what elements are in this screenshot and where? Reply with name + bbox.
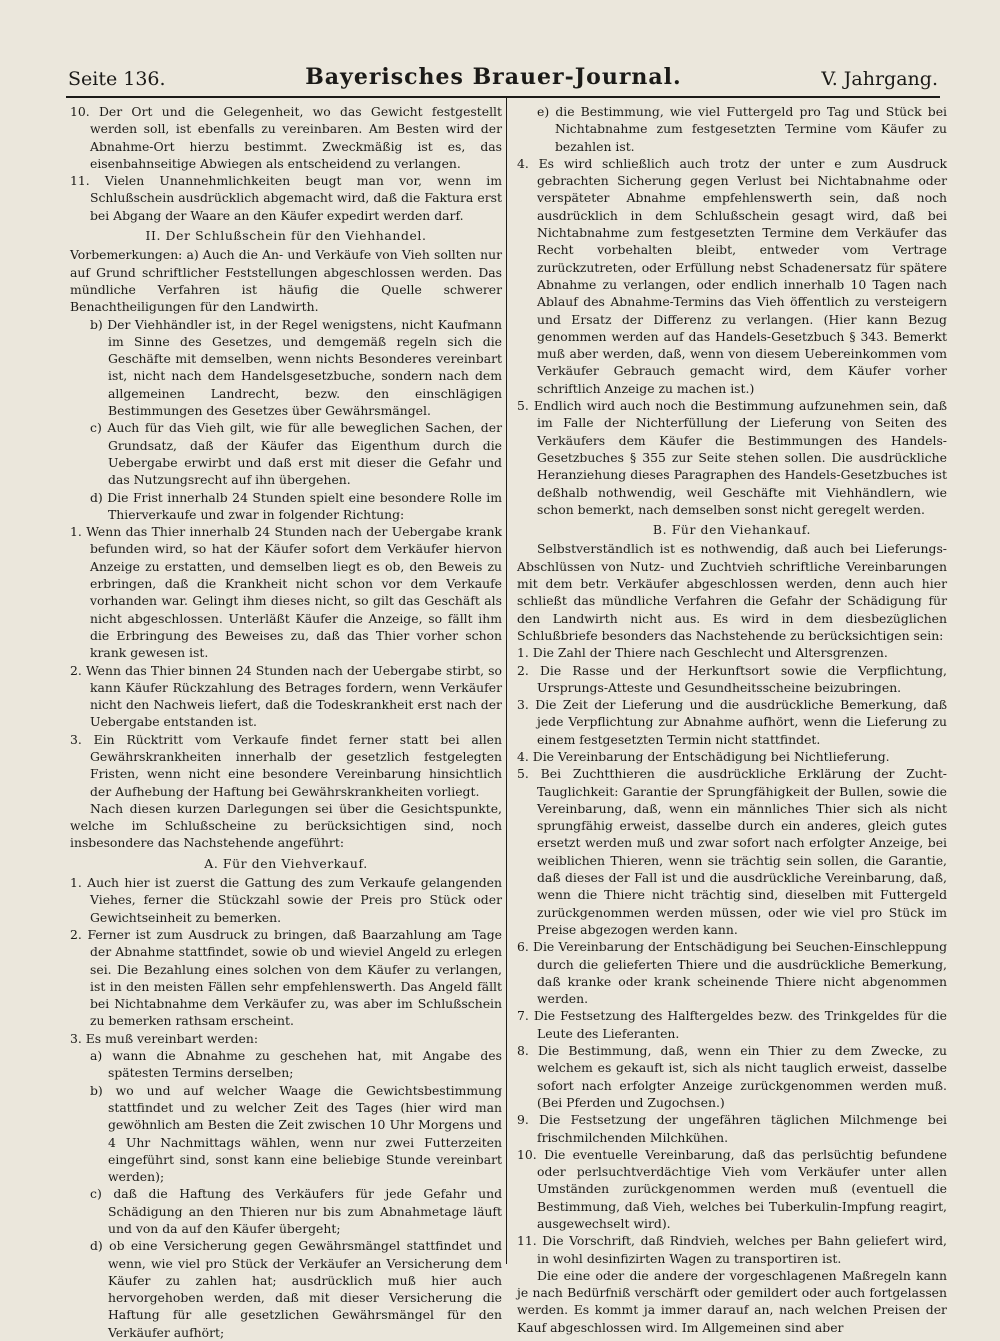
paragraph: b) wo und auf welcher Waage die Gewichtsbestimmung stattfindet und zu welcher Zeit des Tages (hier wird man gewöhnlich am Besten die Zeit zwischen 10 Uhr Morgens und 4 Uhr Nachmittags wählen, wenn nur zwei Futterzeiten eingeführt sind, sonst kann eine beliebige Stunde vereinbart werden); (90, 1082, 502, 1185)
page-header (68, 56, 938, 90)
paragraph: 10. Der Ort und die Gelegenheit, wo das Gewicht festgestellt werden soll, ist ebenfalls zu vereinbaren. Am Besten wird der Abnahme-Ort hierzu bestimmt. Zweckmäßig ist es, das eisenbahnseitige Abwiegen als entscheidend zu verlangen. (70, 104, 502, 171)
paragraph: 10. Die eventuelle Vereinbarung, daß das perlsüchtig befundene oder perlsuchtverdächtige Vieh vom Verkäufer unter allen Umständen zurückgenommen werden muß (eventuell die Bestimmung, daß Vieh, welches bei Tuberkulin-Impfung reagirt, ausgewechselt wird). (517, 1146, 947, 1231)
paragraph: 4. Es wird schließlich auch trotz der unter e zum Ausdruck gebrachten Sicherung gegen Verlust bei Nichtabnahme oder verspäteter Abnahme empfehlenswerth sein, daß noch ausdrücklich in dem Schlußschein gesagt wird, daß bei Nichtabnahme zum festgesetzten Termine dem Verkäufer das Recht vorbehalten bleibt, entweder vom Vertrage zurückzutreten, oder Erfüllung nebst Schadenersatz für spätere Abnahme zu verlangen, oder endlich innerhalb 10 Tagen nach Ablauf des Abnahme-Termins das Vieh öffentlich zu versteigern und Ersatz der Differenz zu verlangen. (Hier kann Bezug genommen werden auf das Handels-Gesetzbuch § 343. Bemerkt muß aber werden, daß, wenn von diesem Uebereinkommen vom Verkäufer Gebrauch gemacht wird, dem Käufer vorher schriftlich Anzeige zu machen ist.) (517, 155, 947, 396)
paragraph: 5. Bei Zuchtthieren die ausdrückliche Erklärung der Zucht-Tauglichkeit: Garantie der Sprungfähigkeit der Bullen, sowie die Vereinbarung, daß, wenn ein männliches Thier sich als nicht sprungfähig erweist, dasselbe durch ein anderes, gleich gutes ersetzt werden muß und zwar sofort nach erfolgter Anzeige, bei weiblichen Thieren, wenn sie trächtig sein sollen, die Garantie, daß dieses der Fall ist und die ausdrückliche Vereinbarung, daß, wenn die Thiere nicht trächtig sind, dieselben mit Futtergeld zurückgenommen werden müssen, oder wie viel pro Stück im Preise abgezogen werden kann. (517, 766, 947, 937)
column-divider (506, 98, 507, 1264)
paragraph: 3. Es muß vereinbart werden: (70, 1030, 259, 1046)
paragraph: Vorbemerkungen: a) Auch die An- und Verkäufe von Vieh sollten nur auf Grund schriftlicher Feststellungen abgeschlossen werden. Das mündliche Verfahren ist häufig die Quelle schwerer Benachtheiligungen für den Landwirth. (70, 247, 502, 315)
paragraph: e) die Bestimmung, wie viel Futtergeld pro Tag und Stück bei Nichtabnahme zum festgesetzten Termine vom Käufer zu bezahlen ist. (537, 104, 947, 154)
paragraph: a) wann die Abnahme zu geschehen hat, mit Angabe des spätesten Termins derselben; (90, 1048, 502, 1081)
paragraph: 2. Die Rasse und der Herkunftsort sowie die Verpflichtung, Ursprungs-Atteste und Gesundheitsscheine beizubringen. (517, 662, 947, 695)
page-number: Seite 136. (68, 68, 166, 90)
paragraph: 3. Ein Rücktritt vom Verkaufe findet ferner statt bei allen Gewährskrankheiten innerhalb der gesetzlich festgelegten Fristen, wenn nicht eine besondere Vereinbarung hinsichtlich der Aufhebung der Haftung bei Gewährskrankheiten vorliegt. (70, 731, 502, 799)
volume-label: V. Jahrgang. (821, 68, 938, 90)
paragraph: 1. Die Zahl der Thiere nach Geschlecht und Altersgrenzen. (517, 645, 888, 661)
paragraph: 11. Vielen Unannehmlichkeiten beugt man vor, wenn im Schlußschein ausdrücklich abgemacht wird, daß die Faktura erst bei Abgang der Waare an den Käufer expedirt werden darf. (70, 173, 502, 223)
paragraph: Selbstverständlich ist es nothwendig, daß auch bei Lieferungs-Abschlüssen von Nutz- und Zuchtvieh schriftliche Vereinbarungen mit dem betr. Verkäufer abgeschlossen werden, denn auch hier schließt das mündliche Verfahren die Gefahr der Schädigung für den Landwirth nicht aus. Es wird in dem diesbezüglichen Schlußbriefe besonders das Nachstehende zu berücksichtigen sein: (517, 541, 947, 643)
paragraph: 3. Die Zeit der Lieferung und die ausdrückliche Bemerkung, daß jede Verpflichtung zur Abnahme aufhört, wenn die Lieferung zu einem festgesetzten Termin nicht stattfindet. (517, 697, 947, 747)
section-heading: B. Für den Viehankauf. (652, 522, 812, 538)
paragraph: 9. Die Festsetzung der ungefähren täglichen Milchmenge bei frischmilchenden Milchkühen. (517, 1112, 947, 1145)
paragraph: 1. Wenn das Thier innerhalb 24 Stunden nach der Uebergabe krank befunden wird, so hat der Käufer sofort dem Verkäufer hiervon Anzeige zu erstatten, und demselben liegt es ob, den Beweis zu erbringen, daß die Krankheit nicht schon vor dem Verkaufe vorhanden war. Gelingt ihm dieses nicht, so gilt das Geschäft als nicht abgeschlossen. Unterläßt Käufer die Anzeige, so fällt ihm die Erbringung des Beweises zu, daß das Thier vorher schon krank gewesen ist. (70, 524, 502, 661)
paragraph: b) Der Viehhändler ist, in der Regel wenigstens, nicht Kaufmann im Sinne des Gesetzes, und demgemäß regeln sich die Geschäfte mit demselben, wenn nichts Besonderes vereinbart ist, nicht nach dem Handelsgesetzbuche, sondern nach dem allgemeinen Landrecht, bezw. den einschlägigen Bestimmungen des Gesetzes über Gewährsmängel. (90, 316, 502, 419)
paragraph: c) daß die Haftung des Verkäufers für jede Gefahr und Schädigung an den Thieren nur bis zum Abnahmetage läuft und von da auf den Käufer übergeht; (90, 1186, 502, 1236)
paragraph: 1. Auch hier ist zuerst die Gattung des zum Verkaufe gelangenden Viehes, ferner die Stückzahl sowie der Preis pro Stück oder Gewichtseinheit zu bemerken. (70, 875, 502, 925)
journal-title: Bayerisches Brauer-Journal. (305, 64, 682, 90)
paragraph: 6. Die Vereinbarung der Entschädigung bei Seuchen-Einschleppung durch die gelieferten Thiere und die ausdrückliche Bemerkung, daß kranke oder krank scheinende Thiere nicht abgenommen werden. (517, 939, 947, 1007)
paragraph: 2. Ferner ist zum Ausdruck zu bringen, daß Baarzahlung am Tage der Abnahme stattfindet, sowie ob und wieviel Angeld zu erlegen sei. Die Bezahlung eines solchen von dem Käufer zu verlangen, ist in den meisten Fällen sehr empfehlenswerth. Das Angeld fällt bei Nichtabnahme dem Verkäufer zu, was aber im Schlußschein zu bemerken rathsam erscheint. (70, 926, 502, 1029)
paragraph: 5. Endlich wird auch noch die Bestimmung aufzunehmen sein, daß im Falle der Nichterfüllung der Lieferung von Seiten des Verkäufers dem Käufer die Bestimmungen des Handels-Gesetzbuches § 355 zur Seite stehen sollen. Die ausdrückliche Heranziehung dieses Paragraphen des Handels-Gesetzbuches ist deßhalb nothwendig, weil Geschäfte mit Viehhändlern, wie schon bemerkt, nach demselben sonst nicht geregelt werden. (517, 398, 947, 517)
paragraph: 11. Die Vorschrift, daß Rindvieh, welches per Bahn geliefert wird, in wohl desinfizirten Wagen zu transportiren ist. (517, 1233, 947, 1266)
paragraph: c) Auch für das Vieh gilt, wie für alle beweglichen Sachen, der Grundsatz, daß der Käufer das Eigenthum durch die Uebergabe erwirbt und daß erst mit dieser die Gefahr und das Nutzungsrecht auf ihn übergehen. (90, 420, 502, 488)
paragraph: 8. Die Bestimmung, daß, wenn ein Thier zu dem Zwecke, zu welchem es gekauft ist, sich als nicht tauglich erweist, dasselbe sofort nach erfolgter Anzeige zurückgenommen werden muß. (Bei Pferden und Zugochsen.) (517, 1043, 947, 1110)
left-column (70, 103, 502, 1341)
paragraph: Nach diesen kurzen Darlegungen sei über die Gesichtspunkte, welche im Schlußscheine zu berücksichtigen sind, noch insbesondere das Nachstehende angeführt: (70, 800, 502, 851)
right-column (517, 103, 947, 1336)
section-heading: II. Der Schlußschein für den Viehhandel. (145, 228, 427, 244)
paragraph: d) Die Frist innerhalb 24 Stunden spielt eine besondere Rolle im Thierverkaufe und zwar in folgender Richtung: (90, 489, 502, 522)
paragraph: 7. Die Festsetzung des Halftergeldes bezw. des Trinkgeldes für die Leute des Lieferanten. (517, 1008, 947, 1041)
paragraph: 2. Wenn das Thier binnen 24 Stunden nach der Uebergabe stirbt, so kann Käufer Rückzahlung des Betrages fordern, wenn Verkäufer nicht den Nachweis liefert, daß die Todeskrankheit erst nach der Uebergabe entstanden ist. (70, 662, 502, 730)
header-rule (66, 96, 940, 98)
section-heading: A. Für den Viehverkauf. (204, 855, 368, 871)
paragraph: 4. Die Vereinbarung der Entschädigung bei Nichtlieferung. (517, 748, 890, 764)
paragraph: Die eine oder die andere der vorgeschlagenen Maßregeln kann je nach Bedürfniß verschärft oder gemildert oder auch fortgelassen werden. Es kommt ja immer darauf an, nach welchen Preisen der Kauf abgeschlossen wird. Im Allgemeinen sind aber (517, 1267, 947, 1335)
paragraph: d) ob eine Versicherung gegen Gewährsmängel stattfindet und wenn, wie viel pro Stück der Verkäufer an Versicherung dem Käufer zu zahlen hat; ausdrücklich muß hier auch hervorgehoben werden, daß mit dieser Versicherung die Haftung für alle gesetzlichen Gewährsmängel für den Verkäufer aufhört; (90, 1238, 502, 1340)
